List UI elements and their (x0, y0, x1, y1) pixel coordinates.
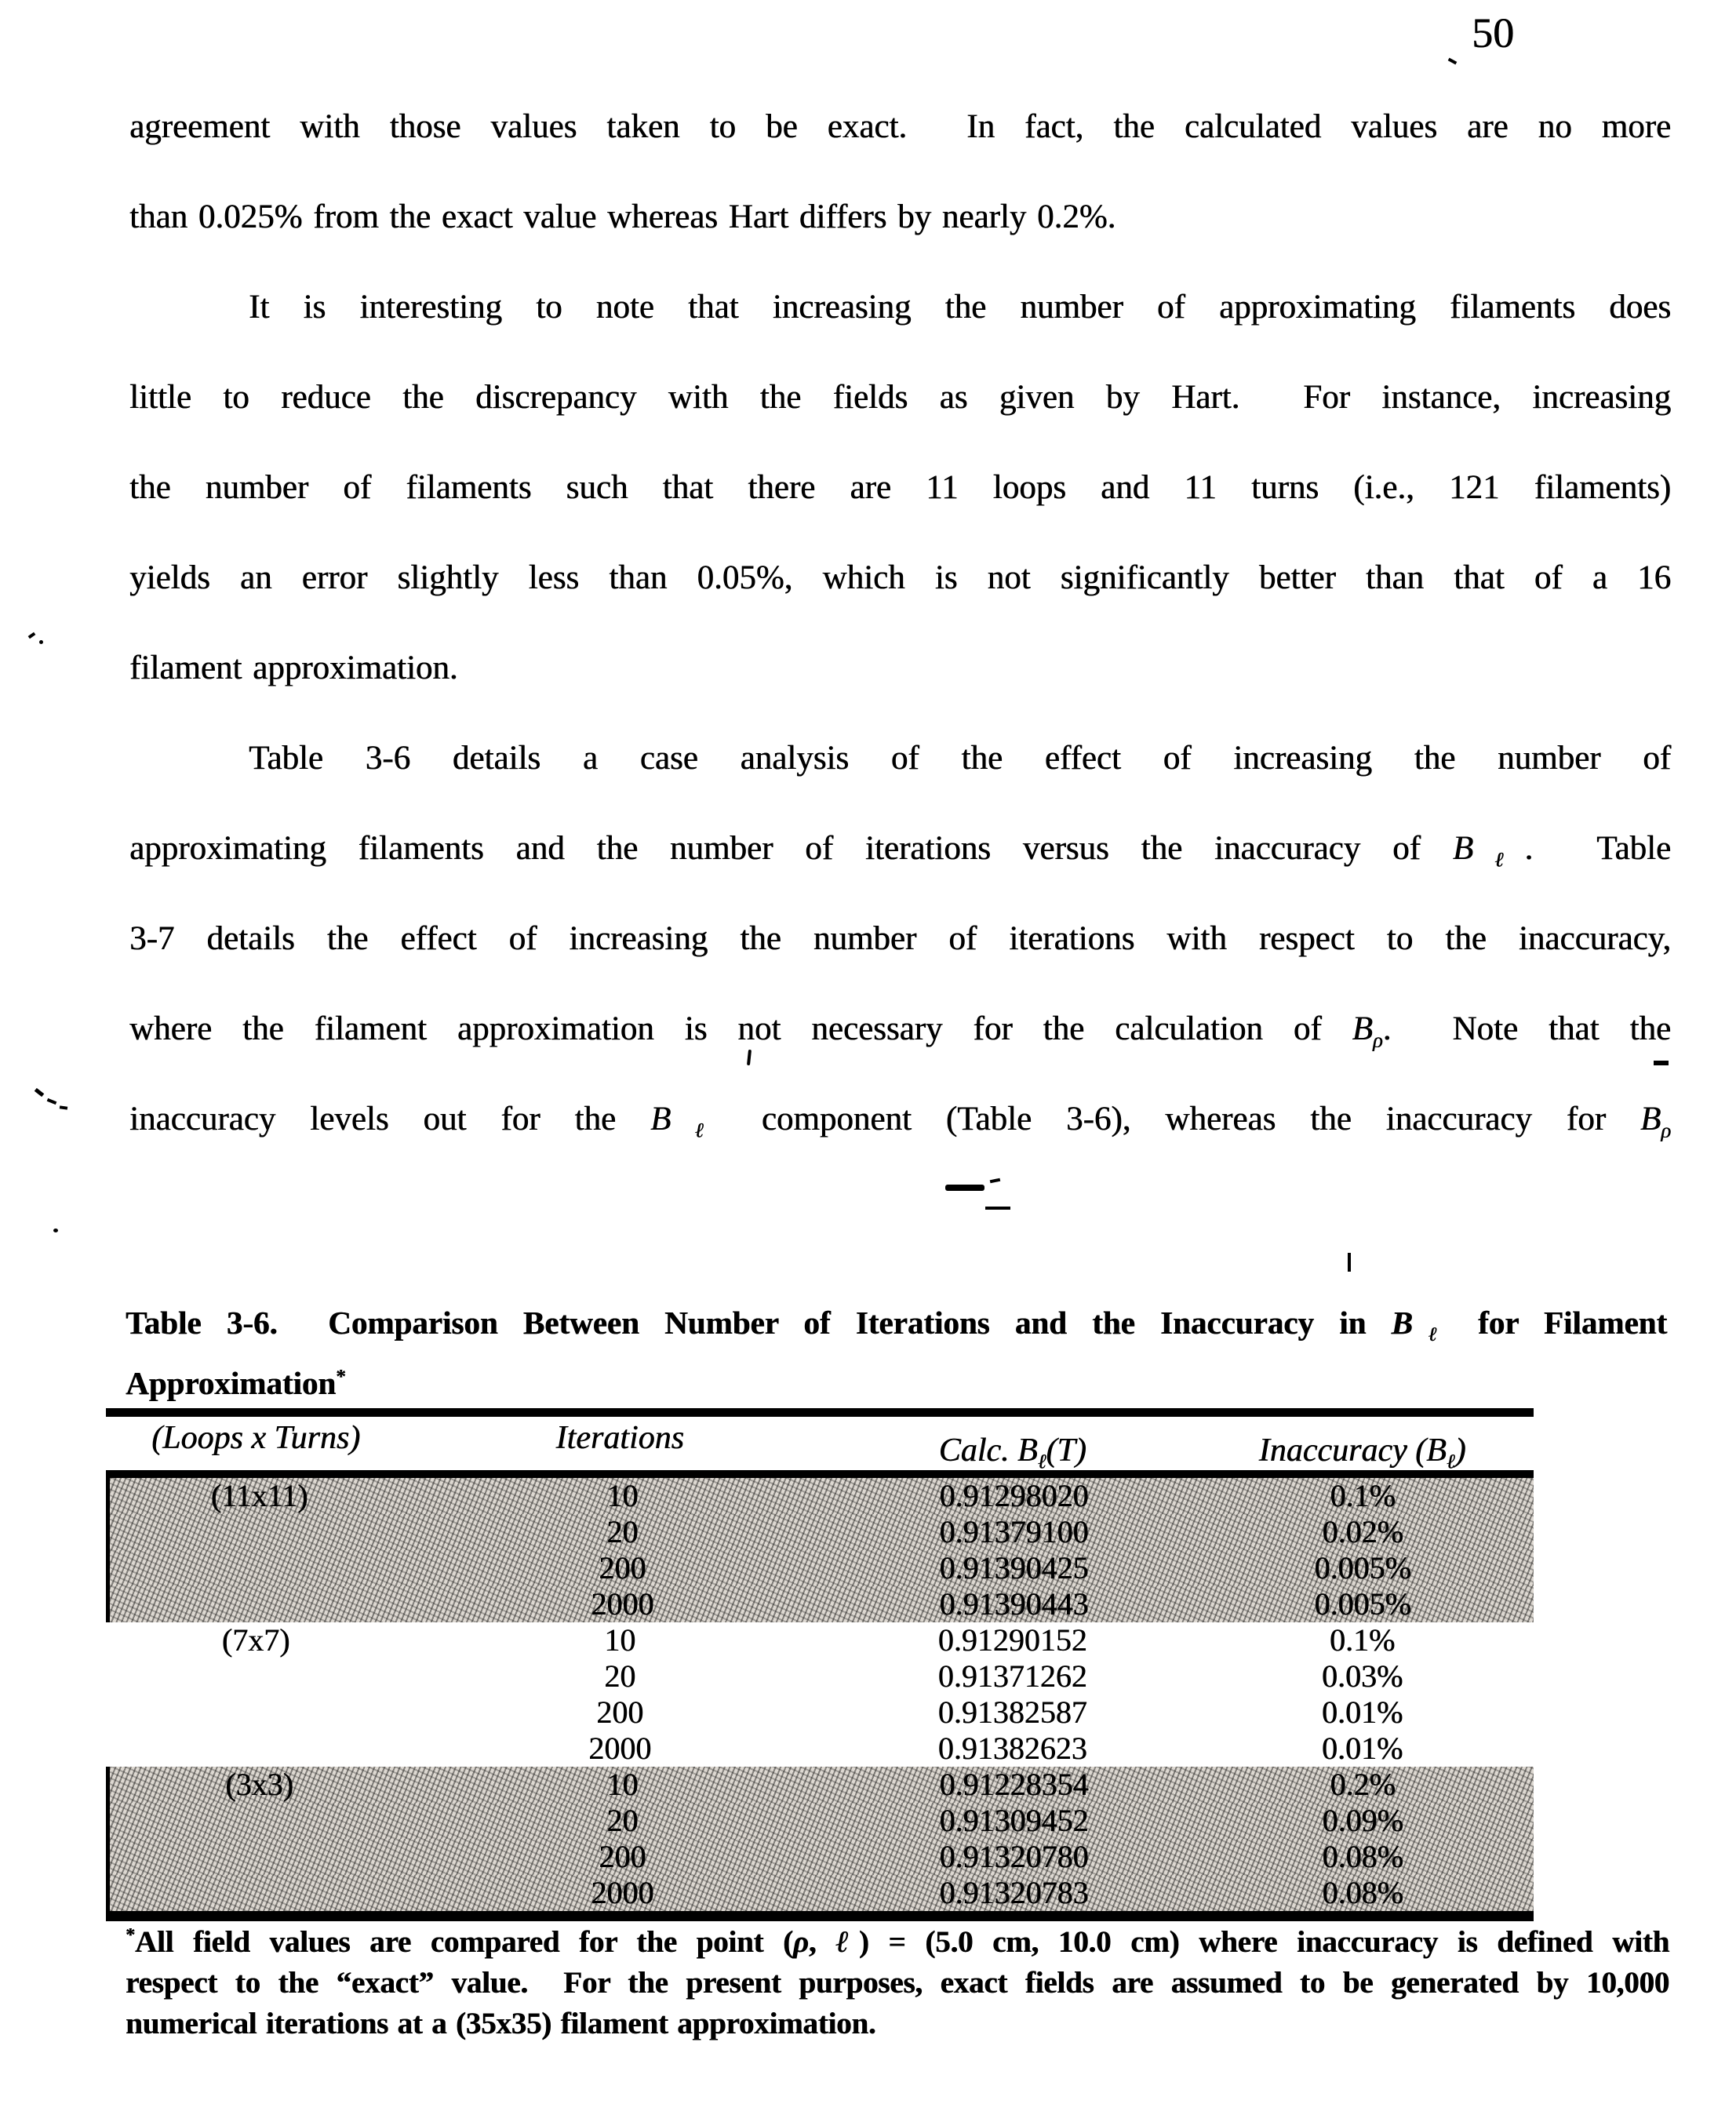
cell-loops-turns (110, 1875, 409, 1911)
table-row (106, 1839, 1534, 1875)
table-body (106, 1478, 1534, 1911)
footnote-line: numerical iterations at a (35x35) filament approximation. (126, 2007, 876, 2040)
cell-loops-turns (110, 1839, 409, 1875)
cell-loops-turns: (3x3) (225, 1767, 293, 1802)
cell-inaccuracy: 0.03% (1321, 1658, 1403, 1694)
cell-loops-turns (110, 1550, 409, 1586)
column-header: Inaccuracy $(B_\ell)$ (1258, 1432, 1466, 1473)
scan-artifact (1448, 58, 1458, 65)
scan-artifact (53, 1229, 58, 1232)
cell-inaccuracy: 0.005% (1314, 1550, 1411, 1585)
body-line: 3-7 details the effect of increasing the number of iterations with respect to the inaccuracy, (129, 920, 1671, 957)
page-number: 50 (1472, 9, 1514, 56)
cell-inaccuracy: 0.01% (1321, 1695, 1403, 1730)
body-line: the number of filaments such that there are 11 loops and 11 turns (i.e., 121 filaments) (129, 469, 1671, 506)
scan-artifact (945, 1185, 984, 1191)
column-header: (Loops x Turns) (151, 1420, 361, 1456)
table-row (106, 1514, 1534, 1550)
body-line: inaccuracy levels out for the $B_\ell$ component (Table 3-6), whereas the inaccuracy for $B_\rho$ (129, 1101, 1671, 1142)
cell-calc-b: 0.91371262 (937, 1658, 1087, 1694)
table-title-line1: Table 3-6. Comparison Between Number of Iterations and the Inaccuracy in $B_\ell$ for Filament (126, 1305, 1668, 1346)
footnote-line: *All field values are compared for the point (ρ, ℓ) = (5.0 cm, 10.0 cm) where inaccuracy is defined with (126, 1924, 1669, 1959)
scan-artifact (47, 1098, 57, 1105)
cell-inaccuracy: 0.09% (1322, 1803, 1403, 1838)
cell-iterations: 20 (606, 1803, 639, 1838)
cell-loops-turns (110, 1586, 409, 1622)
table-row (106, 1731, 1534, 1767)
body-line: filament approximation. (129, 650, 458, 686)
cell-calc-b: 0.91320780 (939, 1839, 1089, 1874)
cell-calc-b: 0.91379100 (939, 1514, 1089, 1549)
cell-inaccuracy: 0.01% (1321, 1731, 1403, 1766)
cell-iterations: 2000 (588, 1731, 652, 1766)
cell-iterations: 20 (604, 1658, 636, 1694)
cell-calc-b: 0.91298020 (939, 1478, 1089, 1513)
cell-loops-turns: (11x11) (210, 1478, 308, 1513)
table-row (106, 1550, 1534, 1586)
table-footnote (126, 1922, 1669, 2044)
table-row (106, 1622, 1534, 1658)
scan-artifact (747, 1050, 752, 1065)
body-line: yields an error slightly less than 0.05%, which is not significantly better than that of a 16 (129, 559, 1671, 596)
cell-loops-turns: (7x7) (221, 1622, 290, 1658)
scan-artifact (1654, 1061, 1669, 1065)
cell-inaccuracy: 0.02% (1322, 1514, 1403, 1549)
cell-iterations: 2000 (591, 1875, 654, 1910)
cell-calc-b: 0.91390425 (939, 1550, 1089, 1585)
body-line: approximating filaments and the number of iterations versus the inaccuracy of $B_\ell$. Table (129, 830, 1671, 872)
cell-calc-b: 0.91320783 (939, 1875, 1089, 1910)
body-line: where the filament approximation is not necessary for the calculation of $B_\rho$. Note that the (129, 1010, 1671, 1052)
cell-calc-b: 0.91228354 (939, 1767, 1089, 1802)
footnote-line: respect to the “exact” value. For the present purposes, exact fields are assumed to be generated by 10,000 (126, 1966, 1669, 2000)
cell-iterations: 200 (599, 1550, 646, 1585)
table-row (106, 1695, 1534, 1731)
body-line: Table 3-6 details a case analysis of the effect of increasing the number of (249, 740, 1671, 777)
scan-artifact (60, 1105, 67, 1109)
cell-iterations: 20 (606, 1514, 639, 1549)
cell-calc-b: 0.91390443 (939, 1586, 1089, 1622)
body-line: than 0.025% from the exact value whereas Hart differs by nearly 0.2%. (129, 198, 1116, 235)
cell-iterations: 10 (604, 1622, 636, 1658)
cell-iterations: 2000 (591, 1586, 654, 1622)
cell-inaccuracy: 0.1% (1330, 1478, 1396, 1513)
scan-artifact (39, 640, 43, 644)
table-3-6 (106, 1408, 1534, 1921)
cell-inaccuracy: 0.005% (1314, 1586, 1411, 1622)
table-title-line2 (126, 1360, 1667, 1407)
cell-inaccuracy: 0.08% (1322, 1875, 1403, 1910)
footnote-marker: * (126, 1924, 135, 1946)
scan-artifact (28, 632, 36, 639)
cell-loops-turns (106, 1658, 406, 1695)
scan-artifact (35, 1088, 45, 1097)
cell-loops-turns (110, 1514, 409, 1550)
body-line: little to reduce the discrepancy with the fields as given by Hart. For instance, increasing (129, 379, 1671, 416)
table-row (106, 1803, 1534, 1839)
column-header: Iterations (555, 1420, 684, 1456)
scan-artifact (990, 1178, 1001, 1184)
cell-iterations: 200 (596, 1695, 644, 1730)
cell-iterations: 10 (606, 1767, 639, 1802)
table-header-row (106, 1417, 1534, 1473)
cell-inaccuracy: 0.08% (1322, 1839, 1403, 1874)
cell-iterations: 200 (599, 1839, 646, 1874)
cell-calc-b: 0.91309452 (939, 1803, 1089, 1838)
table-row (106, 1586, 1534, 1622)
cell-inaccuracy: 0.1% (1329, 1622, 1396, 1658)
table-row (106, 1658, 1534, 1695)
cell-calc-b: 0.91382587 (937, 1695, 1087, 1730)
table-row (106, 1767, 1534, 1803)
cell-loops-turns (106, 1731, 406, 1767)
cell-iterations: 10 (606, 1478, 639, 1513)
table-title-footnote-marker: * (336, 1365, 346, 1388)
column-header: Calc. $B_\ell(T)$ (938, 1432, 1086, 1473)
table-row (106, 1478, 1534, 1514)
body-line: agreement with those values taken to be exact. In fact, the calculated values are no more (129, 108, 1671, 145)
table-row (106, 1875, 1534, 1911)
table-header-rule (106, 1470, 1534, 1478)
cell-calc-b: 0.91382623 (937, 1731, 1087, 1766)
scan-artifact (1348, 1253, 1351, 1272)
scan-artifact (985, 1207, 1010, 1210)
table-title-text: Approximation (126, 1365, 337, 1401)
body-line: It is interesting to note that increasing the number of approximating filaments does (249, 289, 1671, 326)
table-bottom-rule (106, 1911, 1534, 1921)
cell-loops-turns (110, 1803, 409, 1839)
cell-calc-b: 0.91290152 (937, 1622, 1087, 1658)
cell-loops-turns (106, 1695, 406, 1731)
table-top-rule (106, 1408, 1534, 1417)
cell-inaccuracy: 0.2% (1330, 1767, 1396, 1802)
